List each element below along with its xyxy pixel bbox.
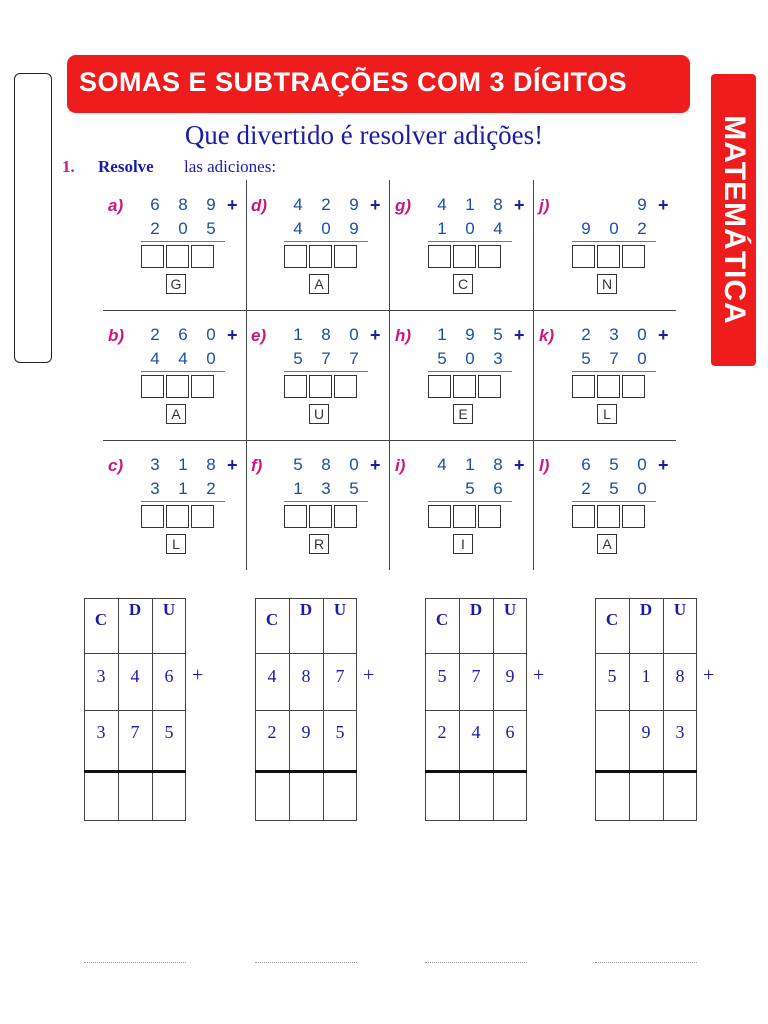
- answer-line: [255, 962, 357, 963]
- digit: 5: [437, 666, 447, 686]
- digit: 9: [349, 219, 359, 238]
- digit: 8: [675, 666, 685, 686]
- answer-box[interactable]: [428, 375, 451, 398]
- plus-sign: +: [363, 664, 375, 686]
- subject-banner: [711, 74, 756, 366]
- place-value-table: [425, 598, 545, 821]
- code-letter: A: [309, 274, 329, 294]
- digit: 5: [465, 479, 475, 498]
- code-letter: L: [166, 534, 186, 554]
- answer-boxes: [141, 375, 214, 398]
- digit: 1: [641, 666, 651, 686]
- answer-box[interactable]: [453, 245, 476, 268]
- sum-rule: [572, 501, 656, 502]
- digit: 6: [178, 325, 188, 344]
- digit: 8: [493, 455, 503, 474]
- answer-box[interactable]: [478, 245, 501, 268]
- digit: 3: [96, 722, 106, 742]
- code-letter: C: [453, 274, 473, 294]
- answer-line: [425, 962, 527, 963]
- digit: 6: [581, 455, 591, 474]
- exercise-cell: [246, 180, 389, 310]
- code-letter: U: [309, 404, 329, 424]
- plus-sign: +: [370, 325, 381, 345]
- digit: 1: [178, 479, 188, 498]
- answer-box[interactable]: [453, 375, 476, 398]
- digit: 5: [581, 349, 591, 368]
- digit: 4: [493, 219, 503, 238]
- answer-box[interactable]: [597, 375, 620, 398]
- answer-box[interactable]: [478, 505, 501, 528]
- addend-bottom: [141, 219, 225, 241]
- exercise-label: d): [251, 196, 268, 215]
- answer-box[interactable]: [622, 245, 645, 268]
- column-header: U: [673, 600, 687, 619]
- plus-sign: +: [658, 455, 669, 475]
- digit: 0: [206, 349, 216, 368]
- code-letter: N: [597, 274, 617, 294]
- digit: 6: [505, 722, 515, 742]
- digit: 1: [178, 455, 188, 474]
- code-letter: G: [166, 274, 186, 294]
- code-letter: A: [597, 534, 617, 554]
- exercise-label: g): [395, 196, 412, 215]
- digit: 3: [675, 722, 685, 742]
- exercise-cell: [246, 440, 389, 570]
- answer-box[interactable]: [191, 375, 214, 398]
- digit: 1: [293, 325, 303, 344]
- answer-box[interactable]: [166, 245, 189, 268]
- digit: 7: [471, 666, 481, 686]
- answer-boxes: [428, 375, 501, 398]
- column-header: C: [435, 610, 449, 629]
- digit: 1: [437, 219, 447, 238]
- table-border: [84, 598, 186, 599]
- addend-top: [141, 325, 225, 347]
- plus-sign: +: [514, 455, 525, 475]
- digit: 8: [321, 455, 331, 474]
- digit: 5: [293, 349, 303, 368]
- digit: 6: [164, 666, 174, 686]
- sum-rule: [425, 770, 527, 773]
- digit: 9: [349, 195, 359, 214]
- digit: 5: [607, 666, 617, 686]
- digit: 9: [505, 666, 515, 686]
- instruction-text: las adiciones:: [184, 157, 277, 176]
- plus-sign: +: [703, 664, 715, 686]
- answer-box[interactable]: [191, 245, 214, 268]
- digit: 5: [349, 479, 359, 498]
- answer-boxes: [428, 505, 501, 528]
- plus-sign: +: [227, 195, 238, 215]
- digit: 8: [321, 325, 331, 344]
- answer-box[interactable]: [453, 505, 476, 528]
- digit: 4: [130, 666, 140, 686]
- exercise-label: c): [108, 456, 124, 475]
- addend-top: [284, 455, 368, 477]
- instruction-number: 1.: [62, 157, 75, 176]
- digit: 1: [465, 455, 475, 474]
- answer-box[interactable]: [428, 505, 451, 528]
- exercise-label: k): [539, 326, 555, 345]
- plus-sign: +: [192, 664, 204, 686]
- digit: 2: [206, 479, 216, 498]
- answer-boxes: [141, 505, 214, 528]
- digit: 9: [206, 195, 216, 214]
- exercise-cell: [103, 440, 246, 570]
- digit: 3: [609, 325, 619, 344]
- answer-box[interactable]: [597, 505, 620, 528]
- table-border: [255, 653, 357, 654]
- exercise-cell: [390, 440, 533, 570]
- sum-rule: [284, 371, 368, 372]
- exercise-cell: [534, 180, 677, 310]
- sum-rule: [284, 501, 368, 502]
- digit: 4: [437, 195, 447, 214]
- answer-box[interactable]: [141, 245, 164, 268]
- plus-sign: +: [514, 325, 525, 345]
- column-header: C: [605, 610, 619, 629]
- sum-rule: [84, 770, 186, 773]
- addend-bottom: [428, 219, 512, 241]
- column-header: U: [503, 600, 517, 619]
- digit: 3: [96, 666, 106, 686]
- table-border: [425, 710, 527, 711]
- plus-sign: +: [227, 455, 238, 475]
- addend-bottom: [572, 479, 656, 501]
- name-box: [14, 73, 52, 363]
- answer-box[interactable]: [597, 245, 620, 268]
- digit: 2: [581, 479, 591, 498]
- digit: 3: [321, 479, 331, 498]
- sum-rule: [595, 770, 697, 773]
- digit: 4: [150, 349, 160, 368]
- place-value-table: [595, 598, 715, 821]
- digit: 2: [150, 325, 160, 344]
- answer-box[interactable]: [428, 245, 451, 268]
- answer-box[interactable]: [572, 245, 595, 268]
- answer-boxes: [572, 375, 645, 398]
- answer-box[interactable]: [572, 375, 595, 398]
- addend-top: [284, 325, 368, 347]
- code-letter: L: [597, 404, 617, 424]
- addend-bottom: [284, 349, 368, 371]
- digit: 8: [301, 666, 311, 686]
- digit: 7: [130, 722, 140, 742]
- answer-box[interactable]: [309, 505, 332, 528]
- digit: 9: [301, 722, 311, 742]
- sum-rule: [428, 241, 512, 242]
- answer-boxes: [572, 245, 645, 268]
- sum-rule: [572, 241, 656, 242]
- column-header: C: [94, 610, 108, 629]
- sum-rule: [141, 371, 225, 372]
- place-value-table: [84, 598, 204, 821]
- answer-box[interactable]: [284, 375, 307, 398]
- addend-bottom: [572, 219, 656, 241]
- answer-box[interactable]: [334, 375, 357, 398]
- column-header: D: [299, 600, 313, 619]
- exercise-cell: [390, 310, 533, 440]
- answer-box[interactable]: [478, 375, 501, 398]
- code-letter: I: [453, 534, 473, 554]
- digit: 7: [349, 349, 359, 368]
- table-border: [425, 820, 527, 821]
- code-letter: E: [453, 404, 473, 424]
- sum-rule: [141, 501, 225, 502]
- digit: 6: [493, 479, 503, 498]
- digit: 4: [267, 666, 277, 686]
- addend-bottom: [428, 479, 512, 501]
- table-border: [595, 710, 697, 711]
- digit: 5: [206, 219, 216, 238]
- answer-box[interactable]: [334, 245, 357, 268]
- page-title: SOMAS E SUBTRAÇÕES COM 3 DÍGITOS: [79, 67, 628, 97]
- digit: 8: [206, 455, 216, 474]
- digit: 6: [150, 195, 160, 214]
- column-header: C: [265, 610, 279, 629]
- digit: 2: [581, 325, 591, 344]
- plus-sign: +: [227, 325, 238, 345]
- digit: 3: [150, 479, 160, 498]
- answer-line: [84, 962, 186, 963]
- digit: [600, 195, 628, 217]
- digit: 2: [321, 195, 331, 214]
- addend-top: [141, 195, 225, 217]
- digit: 5: [335, 722, 345, 742]
- exercise-label: b): [108, 326, 125, 345]
- digit: 0: [178, 219, 188, 238]
- table-border: [255, 598, 357, 599]
- digit: 5: [164, 722, 174, 742]
- exercise-cell: [246, 310, 389, 440]
- digit: 5: [609, 455, 619, 474]
- digit: 5: [609, 479, 619, 498]
- digit: 8: [178, 195, 188, 214]
- digit: 9: [637, 195, 647, 214]
- exercise-label: f): [251, 456, 263, 475]
- exercise-cell: [103, 180, 246, 310]
- answer-box[interactable]: [622, 505, 645, 528]
- digit: 0: [206, 325, 216, 344]
- digit: 9: [581, 219, 591, 238]
- plus-sign: +: [370, 195, 381, 215]
- answer-boxes: [141, 245, 214, 268]
- answer-box[interactable]: [622, 375, 645, 398]
- column-header: U: [162, 600, 176, 619]
- digit: 0: [349, 325, 359, 344]
- subject-title: MATEMÁTICA: [717, 115, 751, 325]
- exercise-label: i): [395, 456, 406, 475]
- digit: 9: [465, 325, 475, 344]
- subtitle: Que divertido é resolver adições!: [184, 120, 544, 150]
- table-border: [84, 820, 186, 821]
- answer-boxes: [284, 245, 357, 268]
- answer-boxes: [428, 245, 501, 268]
- digit: 0: [637, 325, 647, 344]
- table-border: [595, 820, 697, 821]
- table-border: [595, 653, 697, 654]
- digit: 3: [493, 349, 503, 368]
- addend-bottom: [428, 349, 512, 371]
- sum-rule: [284, 241, 368, 242]
- answer-box[interactable]: [572, 505, 595, 528]
- addend-bottom: [284, 219, 368, 241]
- addend-top: [428, 455, 512, 477]
- addend-top: [572, 195, 656, 217]
- digit: 1: [293, 479, 303, 498]
- plus-sign: +: [658, 325, 669, 345]
- plus-sign: +: [658, 195, 669, 215]
- addend-top: [284, 195, 368, 217]
- answer-boxes: [284, 375, 357, 398]
- sum-rule: [428, 501, 512, 502]
- digit: 4: [471, 722, 481, 742]
- digit: [428, 479, 456, 501]
- digit: 9: [641, 722, 651, 742]
- digit: 0: [349, 455, 359, 474]
- digit: 5: [437, 349, 447, 368]
- answer-box[interactable]: [141, 375, 164, 398]
- addend-top: [428, 325, 512, 347]
- exercise-grid: [103, 180, 676, 570]
- digit: 2: [637, 219, 647, 238]
- addend-top: [428, 195, 512, 217]
- title-banner: [67, 55, 690, 113]
- code-letter: R: [309, 534, 329, 554]
- addend-bottom: [284, 479, 368, 501]
- column-header: D: [639, 600, 653, 619]
- answer-boxes: [284, 505, 357, 528]
- digit: 1: [465, 195, 475, 214]
- sum-rule: [255, 770, 357, 773]
- digit: 0: [465, 349, 475, 368]
- addend-bottom: [141, 479, 225, 501]
- table-border: [84, 710, 186, 711]
- digit: 7: [335, 666, 345, 686]
- exercise-label: e): [251, 326, 267, 345]
- digit: 0: [637, 349, 647, 368]
- answer-box[interactable]: [284, 245, 307, 268]
- plus-sign: +: [370, 455, 381, 475]
- exercise-label: a): [108, 196, 124, 215]
- addend-bottom: [141, 349, 225, 371]
- exercise-cell: [534, 440, 677, 570]
- code-letter: A: [166, 404, 186, 424]
- digit: 1: [437, 325, 447, 344]
- digit: 2: [437, 722, 447, 742]
- digit: 0: [465, 219, 475, 238]
- answer-box[interactable]: [334, 505, 357, 528]
- digit: 8: [493, 195, 503, 214]
- answer-box[interactable]: [309, 375, 332, 398]
- digit: 3: [150, 455, 160, 474]
- answer-box[interactable]: [141, 505, 164, 528]
- digit: 5: [293, 455, 303, 474]
- exercise-label: h): [395, 326, 412, 345]
- digit: 2: [150, 219, 160, 238]
- addend-bottom: [572, 349, 656, 371]
- answer-box[interactable]: [166, 375, 189, 398]
- digit: 5: [493, 325, 503, 344]
- digit: 7: [321, 349, 331, 368]
- exercise-cell: [534, 310, 677, 440]
- digit: 4: [293, 219, 303, 238]
- answer-box[interactable]: [284, 505, 307, 528]
- answer-box[interactable]: [166, 505, 189, 528]
- plus-sign: +: [533, 664, 545, 686]
- digit: 0: [321, 219, 331, 238]
- table-border: [595, 598, 697, 599]
- exercise-label: l): [539, 456, 550, 475]
- table-border: [255, 710, 357, 711]
- answer-box[interactable]: [191, 505, 214, 528]
- digit: 4: [178, 349, 188, 368]
- sum-rule: [428, 371, 512, 372]
- digit: 0: [609, 219, 619, 238]
- table-border: [425, 653, 527, 654]
- exercise-label: j): [539, 196, 550, 215]
- column-header: U: [333, 600, 347, 619]
- plus-sign: +: [514, 195, 525, 215]
- addend-top: [572, 325, 656, 347]
- digit: 4: [437, 455, 447, 474]
- addend-top: [572, 455, 656, 477]
- digit: 0: [637, 455, 647, 474]
- answer-boxes: [572, 505, 645, 528]
- instruction-verb: Resolve: [98, 157, 154, 176]
- addend-top: [141, 455, 225, 477]
- exercise-cell: [390, 180, 533, 310]
- place-value-table: [255, 598, 375, 821]
- column-header: D: [128, 600, 142, 619]
- sum-rule: [572, 371, 656, 372]
- exercise-cell: [103, 310, 246, 440]
- table-border: [84, 653, 186, 654]
- sum-rule: [141, 241, 225, 242]
- answer-box[interactable]: [309, 245, 332, 268]
- digit: 0: [637, 479, 647, 498]
- answer-line: [595, 962, 697, 963]
- table-border: [425, 598, 527, 599]
- digit: 7: [609, 349, 619, 368]
- table-border: [255, 820, 357, 821]
- digit: 4: [293, 195, 303, 214]
- digit: 2: [267, 722, 277, 742]
- column-header: D: [469, 600, 483, 619]
- digit: [572, 195, 600, 217]
